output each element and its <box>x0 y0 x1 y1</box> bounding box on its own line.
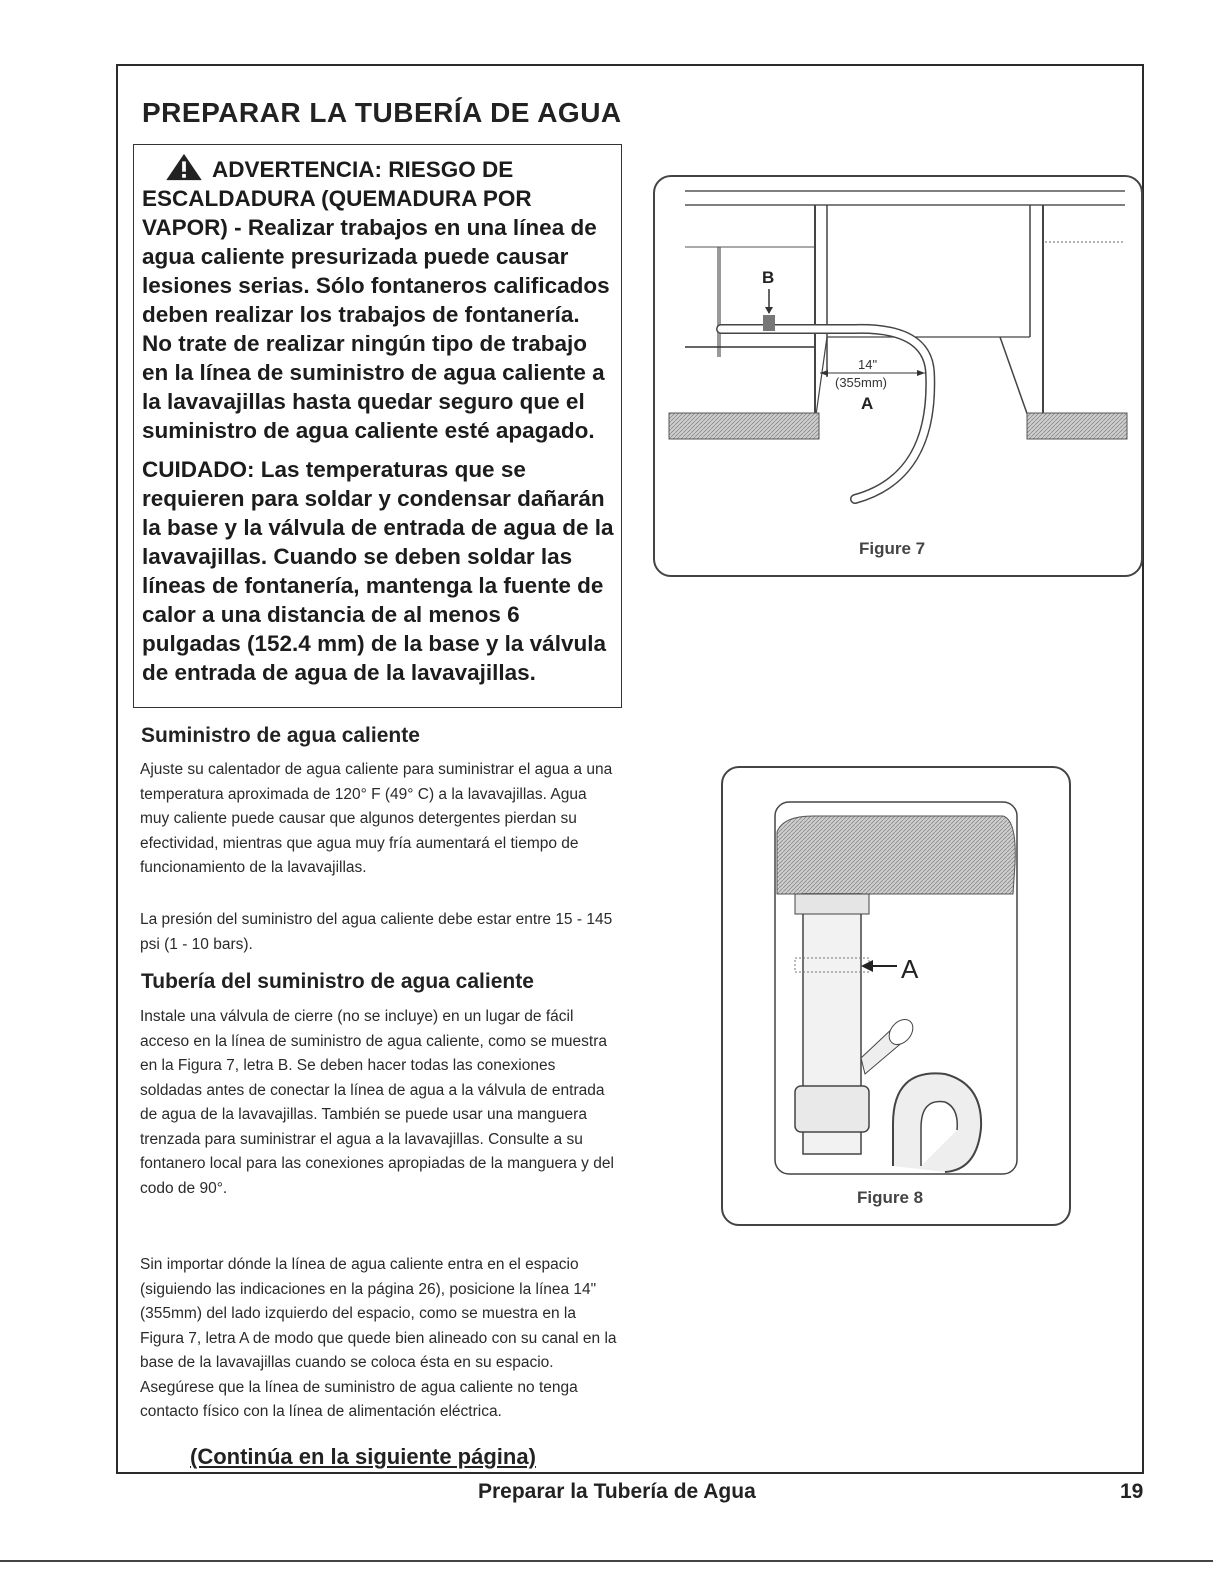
fig7-label-a: A <box>861 394 874 413</box>
figure-7-caption: Figure 7 <box>859 539 926 558</box>
fig8-label-a: A <box>901 954 919 984</box>
paragraph-pressure: La presión del suministro del agua caliente debe estar entre 15 - 145 psi (1 - 10 bars). <box>140 911 613 953</box>
section-heading-supply-line: Tubería del suministro de agua caliente <box>141 970 534 993</box>
figure-8-illustration <box>723 768 1071 1226</box>
section-heading-hot-water-supply: Suministro de agua caliente <box>141 724 420 747</box>
bottom-rule <box>0 1560 1213 1562</box>
continued-note: (Continúa en la siguiente página) <box>190 1444 536 1469</box>
warning-triangle-icon <box>164 153 204 181</box>
page-title: PREPARAR LA TUBERÍA DE AGUA <box>142 97 622 128</box>
warning-body: - Realizar trabajos en una línea de agua caliente presurizada puede causar lesiones serias. Sólo fontaneros calificados deben realizar los trabajos de fontanería. No trate de realizar ningún tipo de trabajo en la línea de suministro de agua caliente a la lavavajillas hasta quedar seguro que el suministro de agua caliente esté apagado. <box>142 215 610 443</box>
fig7-dim-mm: (355mm) <box>835 375 888 390</box>
warning-box <box>133 144 622 708</box>
figure-7 <box>653 175 1143 577</box>
paragraph-shutoff-valve: Instale una válvula de cierre (no se incluye) en un lugar de fácil acceso en la línea de suministro de agua caliente, como se muestra en la Figura 7, letra B. Se deben hacer todas las conexiones soldadas antes de conectar la línea de agua a la válvula de entrada de agua de la lavavajillas. También se puede usar una manguera trenzada para suministrar el agua a la lavavajillas. Consulte a su fontanero local para las conexiones apropiadas de la manguera y del codo de 90°. <box>140 1008 614 1197</box>
fig7-label-b: B <box>762 268 775 287</box>
figure-8 <box>721 766 1071 1226</box>
figure-7-illustration <box>655 177 1143 577</box>
page-number: 19 <box>1120 1480 1144 1503</box>
figure-8-caption: Figure 8 <box>857 1188 924 1207</box>
paragraph-heater-setting: Ajuste su calentador de agua caliente para suministrar el agua a una temperatura aproximada de 120° F (49° C) a la lavavajillas. Agua muy caliente puede causar que algunos detergentes pierdan su efectividad, mientras que agua muy fría aumentará el tiempo de funcionamiento de la lavavajillas. <box>140 761 613 876</box>
paragraph-line-position: Sin importar dónde la línea de agua caliente entra en el espacio (siguiendo las indicaciones en la página 26), posicione la línea 14" (355mm) del lado izquierdo del espacio, como se muestra en la Figura 7, letra A de modo que quede bien alineado con su canal en la base de la lavavajillas cuando se coloca ésta en su espacio. Asegúrese que la línea de suministro de agua caliente no tenga contacto físico con la línea de alimentación eléctrica. <box>140 1256 617 1420</box>
footer-title: Preparar la Tubería de Agua <box>478 1480 756 1503</box>
warning-heading: ADVERTENCIA: RIESGO DE ESCALDADURA (QUEMADURA POR VAPOR) <box>142 157 532 240</box>
fig7-dim-inches: 14" <box>858 357 878 372</box>
caution-text: CUIDADO: Las temperaturas que se requieren para soldar y condensar dañarán la base y la válvula de entrada de agua de la lavavajillas. Cuando se deben soldar las líneas de fontanería, mantenga la fuente de calor a una distancia de al menos 6 pulgadas (152.4 mm) de la base y la válvula de entrada de agua de la lavavajillas. <box>142 457 614 685</box>
warning-heading-line <box>142 153 615 445</box>
